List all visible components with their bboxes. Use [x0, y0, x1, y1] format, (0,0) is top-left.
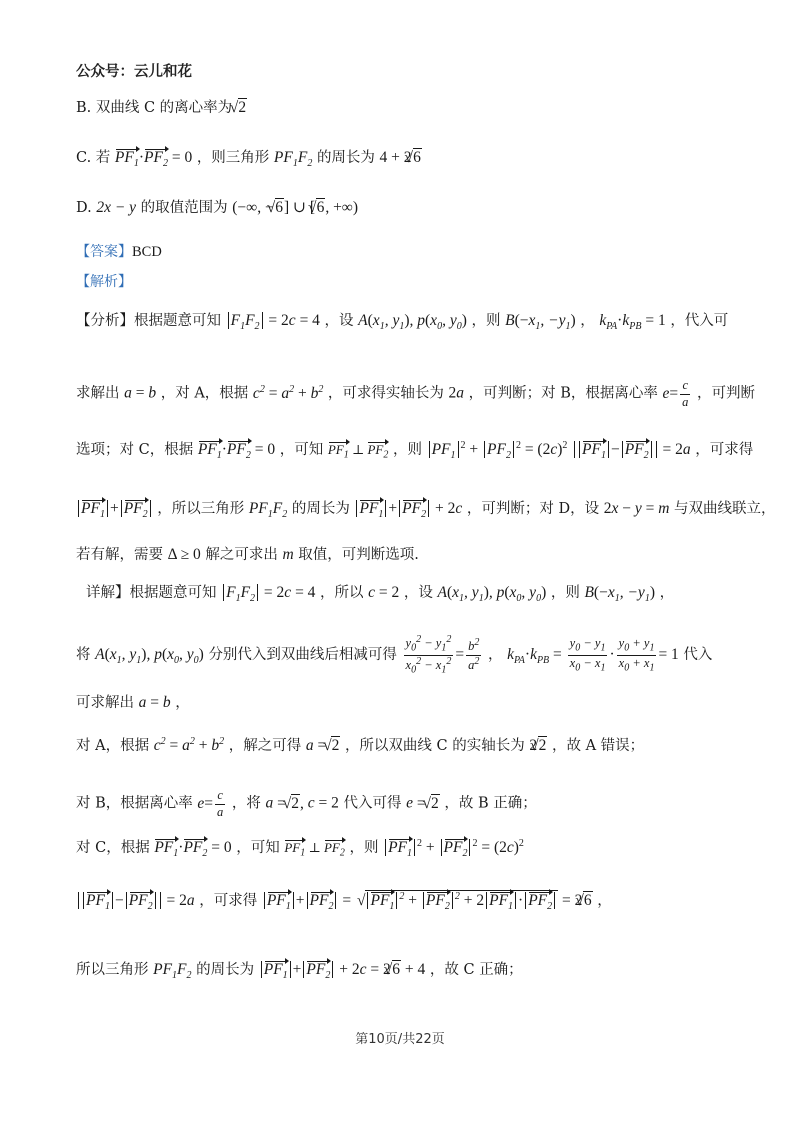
- math-e-sqrt2: e = √ 2: [406, 795, 440, 812]
- math-c2: $c^2 = a^2 + b^2$: [153, 736, 225, 755]
- math-dot: $PF_1\cdot PF_2 = 0$: [197, 441, 276, 462]
- math-slope-product: $k_{PA}\cdot k_{PB}$ = $\frac{y_0 - y_1}{x_0 - x_1}$ · $\frac{y_0 + y_1}{x_0 + x_1}$ = 1: [507, 636, 679, 674]
- detail-line-1: [86, 584, 674, 605]
- text: ，可求得: [199, 893, 258, 910]
- math-perimeter: $PF_1 + PF_2 + 2c$: [354, 500, 462, 517]
- math-slopes: $k_{PA}\cdot k_{PB} = 1$: [599, 312, 666, 333]
- text: ，可知: [236, 840, 280, 857]
- option-c: [76, 148, 422, 170]
- text: ，: [580, 313, 595, 329]
- text: 与双曲线联立，: [674, 501, 776, 517]
- text: ，: [487, 647, 503, 664]
- option-c-label: C. 若: [76, 150, 111, 166]
- math-sum: $PF_1 + PF_2$: [76, 500, 153, 517]
- math-diff: $PF_1 - PF_2 = 2a$: [76, 892, 195, 909]
- option-c-triangle: $PF_1F_2$: [273, 149, 313, 170]
- detail-line-2: [76, 634, 712, 677]
- option-b: [76, 98, 247, 118]
- option-d-mid: 的取值范围为: [140, 200, 228, 216]
- detail-line-7: [76, 890, 612, 913]
- text: ，所以三角形: [157, 501, 245, 517]
- detail-line-5: [76, 788, 537, 820]
- math-a-eq-b: a = b: [124, 384, 157, 402]
- math-m: m: [282, 546, 294, 563]
- text: 选项；对 C，根据: [76, 442, 194, 459]
- text: 的周长为: [291, 501, 350, 517]
- option-c-end: 的周长为: [316, 150, 375, 166]
- analysis-line-4: [76, 500, 776, 521]
- text: 取值，可判断选项.: [298, 547, 419, 563]
- page-footer: 第10页/共22页: [355, 1032, 445, 1047]
- text: ，可知: [279, 442, 324, 459]
- text: ，代入可: [670, 313, 729, 329]
- text: 详解】根据题意可知: [86, 585, 217, 601]
- text: ，故 B 正确；: [444, 795, 537, 812]
- math-c2: $c^2 = a^2 + b^2$: [252, 383, 324, 402]
- detail-line-4: [76, 736, 644, 756]
- option-b-math: √ 2: [237, 99, 247, 116]
- text: 的周长为: [196, 962, 255, 978]
- text: ，可判断；对 D，设: [466, 501, 600, 517]
- option-c-math: 4 + 2√ 6: [380, 149, 422, 166]
- text: 若有解，需要: [76, 547, 163, 563]
- page-header: 公众号：云儿和花: [76, 64, 192, 80]
- math-dot: $PF_1\cdot PF_2 = 0$: [154, 839, 232, 860]
- text: 所以三角形: [76, 962, 149, 978]
- text: 代入: [683, 647, 713, 664]
- answer-tag: 【答案】: [76, 244, 132, 260]
- analysis-line-5: [76, 546, 419, 565]
- math-perp: $PF_1$ ⊥ $PF_2$: [284, 840, 345, 859]
- text: 对 C，根据: [76, 840, 150, 857]
- text: ，: [175, 695, 190, 711]
- text: 对 B，根据离心率: [76, 795, 193, 812]
- detail-line-6: [76, 838, 524, 860]
- text: ，则: [550, 585, 580, 601]
- text: ，所以: [320, 585, 364, 601]
- analysis-line-1: [76, 312, 728, 333]
- math-pythag: $PF_1^2 + PF_2^2 = (2c)^2$: [427, 441, 568, 458]
- math-values: a = √ 2, c = 2: [265, 795, 338, 812]
- option-d-label: D.: [76, 200, 92, 216]
- text: 分别代入到双曲线后相减可得: [208, 647, 397, 664]
- math-perp: $PF_1$ ⊥ $PF_2$: [327, 442, 389, 461]
- answer-line: [76, 244, 162, 261]
- option-c-mid: ，则三角形: [196, 150, 270, 166]
- text: ，将: [231, 795, 261, 812]
- text: ，解之可得: [228, 738, 302, 755]
- analysis-tag: 【解析】: [76, 274, 132, 290]
- math-e: e= $\frac{c}{a}$: [662, 378, 689, 409]
- math-sum-root: $PF_1 + PF_2$ = √ $PF_1^2 + PF_2^2 + 2$ $PF_1 \cdot PF_2 = 2√$ 6: [262, 892, 593, 909]
- text: 解之可求出: [205, 547, 278, 563]
- option-d-math: (−∞, −√ 6] ∪ [√ 6, +∞): [232, 199, 358, 216]
- detail-line-8: [76, 960, 523, 982]
- text: ，故 A 错误；: [551, 738, 645, 755]
- math-a-eq-b: a = b: [138, 694, 171, 711]
- text: ，可求得: [695, 442, 754, 459]
- math-triangle: $PF_1F_2$: [248, 500, 288, 521]
- analysis-line-3: [76, 440, 753, 462]
- math-point-b: $B(-x_1$, $-y_1$): [584, 584, 655, 605]
- text: ，对 A，根据: [160, 385, 249, 402]
- math-f1f2: $F_1F_2 = 2c = 4$: [221, 584, 315, 601]
- text: 【分析】根据题意可知: [76, 313, 221, 329]
- text: 对 A，根据: [76, 738, 150, 755]
- math-2a: 2a: [448, 384, 465, 402]
- math-points: $A(x_1$, $y_1$), $p(x_0$, $y_0$): [95, 646, 204, 667]
- text: ，设: [403, 585, 433, 601]
- answer-value: BCD: [132, 244, 162, 260]
- math-line-m: 2x − y = m: [603, 500, 670, 517]
- text: 可求解出: [76, 695, 134, 711]
- math-point-b: $B(-x_1$, $-y_1$): [505, 312, 576, 333]
- math-2sqrt2: 2√ 2: [529, 737, 547, 754]
- math-a-sqrt2: a = √ 2: [306, 737, 341, 754]
- math-points: $A(x_1$, $y_1$), $p(x_0$, $y_0$): [437, 584, 547, 605]
- text: ，则: [349, 840, 379, 857]
- text: 代入可得: [343, 795, 402, 812]
- math-delta: Δ ≥ 0: [167, 546, 201, 563]
- math-points: $A(x_1$, $y_1$), $p(x_0$, $y_0$): [358, 312, 467, 333]
- text: ，: [597, 893, 612, 910]
- text: ，可判断: [697, 385, 756, 402]
- math-c-eq-2: c = 2: [368, 584, 400, 601]
- math-triangle: $PF_1F_2$: [153, 961, 192, 982]
- math-diff: $PF_1 - PF_2 = 2a$: [572, 441, 691, 458]
- math-perimeter-value: $PF_1 + PF_2 + 2c = 2√$ 6 + 4: [259, 961, 426, 978]
- analysis-line-2: [76, 378, 755, 410]
- option-d-expr: 2x − y: [96, 199, 137, 216]
- text: ，所以双曲线 C 的实轴长为: [344, 738, 525, 755]
- option-b-label: B. 双曲线 C 的离心率为: [76, 100, 233, 116]
- text: ，: [659, 585, 675, 601]
- text: ，设: [324, 313, 354, 329]
- detail-line-3: [76, 694, 190, 713]
- text: ，可判断；对 B，根据离心率: [468, 385, 658, 402]
- math-subtract: $\frac{y_0^2 - y_1^2}{x_0^2 - x_1^2}$ = $\frac{b^2}{a^2}$: [405, 634, 480, 676]
- text: ，则: [392, 442, 422, 459]
- option-c-condition: $PF_1\cdot PF_2 = 0$: [114, 149, 193, 170]
- option-d: [76, 198, 358, 218]
- text: 将: [76, 647, 91, 664]
- text: 求解出: [76, 385, 120, 402]
- text: ，则: [471, 313, 501, 329]
- text: ，故 C 正确；: [429, 962, 523, 978]
- math-pythag: $PF_1^2 + PF_2^2 = (2c)^2$: [383, 839, 524, 856]
- math-f1f2: $F_1F_2 = 2c = 4$: [226, 312, 320, 329]
- math-e: e= $\frac{c}{a}$: [197, 788, 224, 819]
- text: ，可求得实轴长为: [327, 385, 444, 402]
